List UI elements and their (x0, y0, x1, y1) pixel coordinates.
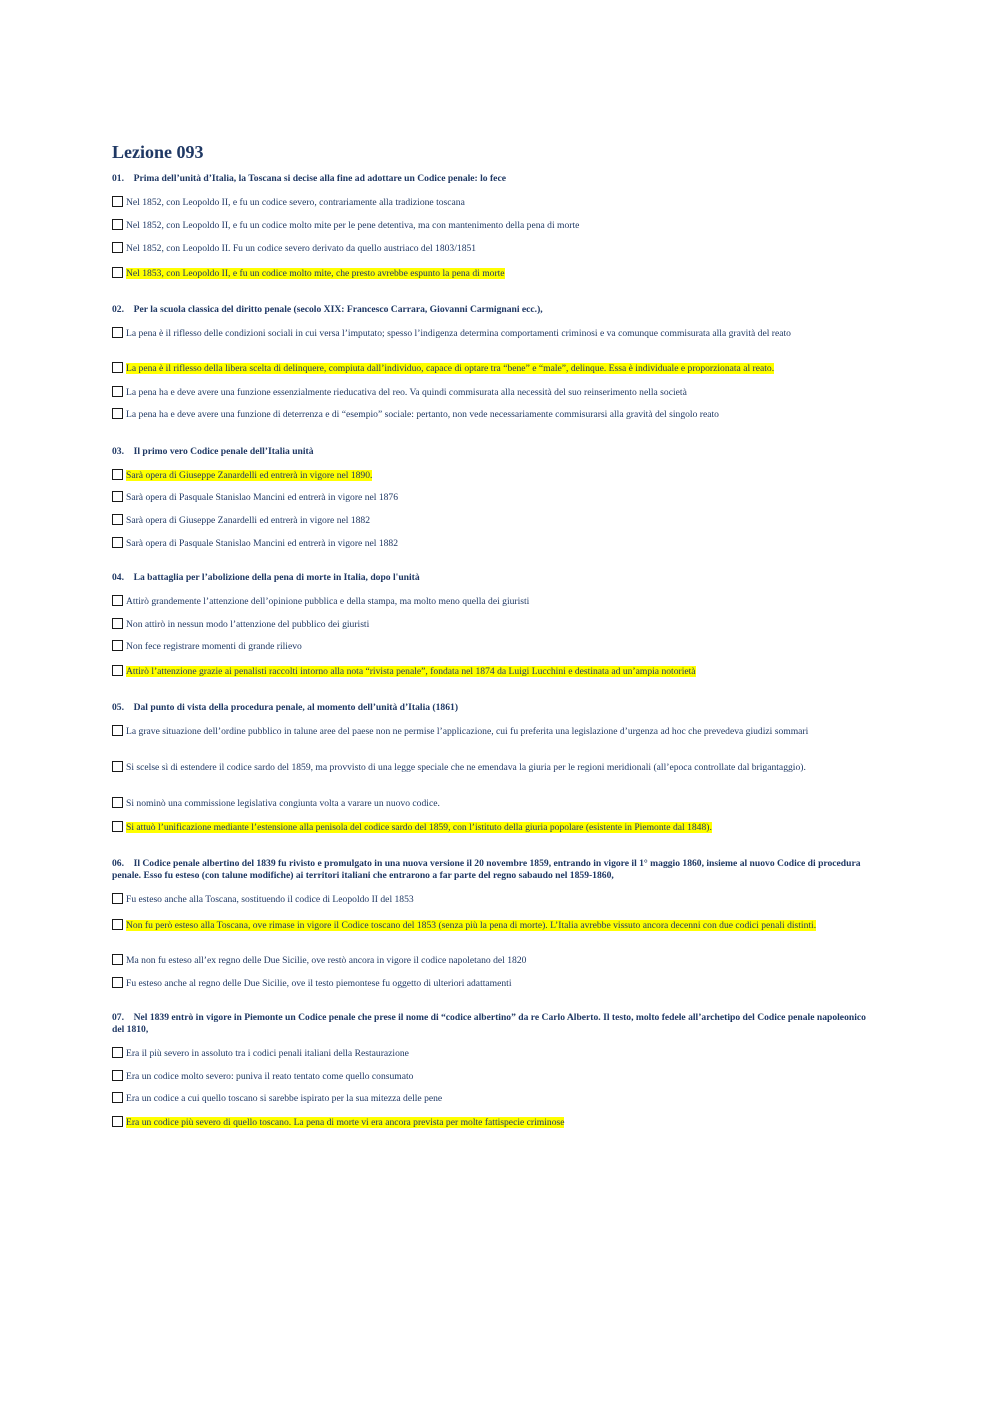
option-label: Si scelse sì di estendere il codice sardo del 1859, ma provvisto di una legge speciale che ne emendava la giuria per le regioni meridionali (all’epoca controllate dal brigantaggio). (126, 762, 806, 773)
question-02-option-4[interactable] (112, 408, 874, 421)
checkbox[interactable] (112, 1070, 123, 1081)
option-label: Nel 1852, con Leopoldo II. Fu un codice severo derivato da quello austriaco del 1803/1851 (126, 243, 477, 254)
checkbox[interactable] (112, 537, 123, 548)
option-label: Nel 1852, con Leopoldo II, e fu un codice molto mite per le pene detentiva, ma con mantenimento della pena di morte (126, 220, 580, 231)
question-06-option-2[interactable] (112, 919, 874, 932)
question-04-option-4[interactable] (112, 665, 874, 678)
question-04-text: 04. La battaglia per l’abolizione della pena di morte in Italia, dopo l'unità (112, 572, 420, 583)
question-03-option-3[interactable] (112, 514, 874, 527)
checkbox[interactable] (112, 919, 123, 930)
checkbox[interactable] (112, 665, 123, 676)
option-label: Si nominò una commissione legislativa congiunta volta a varare un nuovo codice. (126, 798, 440, 809)
option-label: La pena è il riflesso delle condizioni sociali in cui versa l’imputato; spesso l’indigenza determina comportamenti criminosi e va comunque commisurata alla gravità del reato (126, 328, 791, 339)
question-03-option-1[interactable] (112, 469, 874, 482)
checkbox[interactable] (112, 595, 123, 606)
option-label-highlighted: Si attuò l’unificazione mediante l’estensione alla penisola del codice sardo del 1859, con l’istituto della giuria popolare (esistente in Piemonte dal 1848). (126, 822, 712, 833)
question-07-option-4[interactable] (112, 1116, 874, 1129)
checkbox[interactable] (112, 386, 123, 397)
question-07-option-1[interactable] (112, 1047, 874, 1060)
option-label: Ma non fu esteso all’ex regno delle Due Sicilie, ove restò ancora in vigore il codice napoletano del 1820 (126, 955, 527, 966)
option-label: Attirò grandemente l’attenzione dell’opinione pubblica e della stampa, ma molto meno quella dei giuristi (126, 596, 530, 607)
question-06-option-1[interactable] (112, 893, 874, 906)
option-label: Sarà opera di Giuseppe Zanardelli ed entrerà in vigore nel 1882 (126, 515, 371, 526)
option-label: La grave situazione dell’ordine pubblico in talune aree del paese non ne permise l’applicazione, cui fu preferita una legislazione d’urgenza ad hoc che prevedeva giudizi sommari (126, 726, 809, 737)
option-label: Nel 1852, con Leopoldo II, e fu un codice severo, contrariamente alla tradizione toscana (126, 197, 465, 208)
option-label: Non fece registrare momenti di grande rilievo (126, 641, 302, 652)
question-05-option-1[interactable] (112, 725, 874, 738)
question-05-option-4[interactable] (112, 821, 874, 834)
checkbox[interactable] (112, 196, 123, 207)
question-03-option-4[interactable] (112, 537, 874, 550)
checkbox[interactable] (112, 1047, 123, 1058)
question-04-option-2[interactable] (112, 618, 874, 631)
checkbox[interactable] (112, 491, 123, 502)
question-02-option-2[interactable] (112, 362, 874, 375)
question-05-text: 05. Dal punto di vista della procedura penale, al momento dell’unità d’Italia (1861) (112, 702, 459, 713)
question-02-text: 02. Per la scuola classica del diritto penale (secolo XIX: Francesco Carrara, Giovanni Carmignani ecc.), (112, 304, 543, 315)
question-01-option-2[interactable] (112, 219, 874, 232)
question-06-text: 06. Il Codice penale albertino del 1839 fu rivisto e promulgato in una nuova versione il 20 novembre 1859, entrando in vigore il 1° maggio 1860, insieme al nuovo Codice di procedura penale. Esso fu esteso (con talune modifiche) ai territori italiani che entrarono a far parte del regno sabaudo nel 1859-1860, (112, 858, 861, 881)
question-01-option-3[interactable] (112, 242, 874, 255)
checkbox[interactable] (112, 640, 123, 651)
option-label-highlighted: Non fu però esteso alla Toscana, ove rimase in vigore il Codice toscano del 1853 (senza più la pena di morte). L’Italia avrebbe vissuto ancora decenni con due codici penali distinti. (126, 920, 817, 931)
question-03-option-2[interactable] (112, 491, 874, 504)
question-05-option-3[interactable] (112, 797, 874, 810)
option-label: Non attirò in nessun modo l’attenzione del pubblico dei giuristi (126, 619, 370, 630)
question-01-option-1[interactable] (112, 196, 874, 209)
checkbox[interactable] (112, 725, 123, 736)
option-label-highlighted: La pena è il riflesso della libera scelta di delinquere, compiuta dall’individuo, capace di optare tra “bene” e “male”, delinque. Essa è individuale e proporzionata al reato. (126, 363, 775, 374)
option-label-highlighted: Sarà opera di Giuseppe Zanardelli ed entrerà in vigore nel 1890. (126, 470, 373, 481)
question-07-option-3[interactable] (112, 1092, 874, 1105)
checkbox[interactable] (112, 1116, 123, 1127)
question-07-option-2[interactable] (112, 1070, 874, 1083)
checkbox[interactable] (112, 797, 123, 808)
option-label: Sarà opera di Pasquale Stanislao Mancini ed entrerà in vigore nel 1882 (126, 538, 399, 549)
question-04-option-1[interactable] (112, 595, 874, 608)
checkbox[interactable] (112, 893, 123, 904)
checkbox[interactable] (112, 267, 123, 278)
checkbox[interactable] (112, 219, 123, 230)
question-05-option-2[interactable] (112, 761, 874, 774)
option-label-highlighted: Nel 1853, con Leopoldo II, e fu un codice molto mite, che presto avrebbe espunto la pena di morte (126, 268, 505, 279)
option-label: Era il più severo in assoluto tra i codici penali italiani della Restaurazione (126, 1048, 409, 1059)
option-label-highlighted: Attirò l’attenzione grazie ai penalisti raccolti intorno alla nota “rivista penale”, fondata nel 1874 da Luigi Lucchini e destinata ad un’ampia notorietà (126, 666, 696, 677)
question-06-option-4[interactable] (112, 977, 874, 990)
option-label: Fu esteso anche al regno delle Due Sicilie, ove il testo piemontese fu oggetto di ulteriori adattamenti (126, 978, 512, 989)
checkbox[interactable] (112, 954, 123, 965)
option-label: Sarà opera di Pasquale Stanislao Mancini ed entrerà in vigore nel 1876 (126, 492, 399, 503)
option-label: La pena ha e deve avere una funzione di deterrenza e di “esempio” sociale: pertanto, non vede necessariamente commisurarsi alla gravità del singolo reato (126, 409, 719, 420)
question-01-option-4[interactable] (112, 267, 874, 280)
checkbox[interactable] (112, 327, 123, 338)
checkbox[interactable] (112, 618, 123, 629)
option-label: La pena ha e deve avere una funzione essenzialmente rieducativa del reo. Va quindi commisurata alla necessità del suo reinserimento nella società (126, 387, 687, 398)
question-02-option-3[interactable] (112, 386, 874, 399)
checkbox[interactable] (112, 821, 123, 832)
question-03-text: 03. Il primo vero Codice penale dell’Italia unità (112, 446, 314, 457)
option-label: Era un codice a cui quello toscano si sarebbe ispirato per la sua mitezza delle pene (126, 1093, 443, 1104)
checkbox[interactable] (112, 242, 123, 253)
checkbox[interactable] (112, 761, 123, 772)
question-02-option-1[interactable] (112, 327, 874, 340)
checkbox[interactable] (112, 469, 123, 480)
option-label-highlighted: Era un codice più severo di quello toscano. La pena di morte vi era ancora prevista per molte fattispecie criminose (126, 1117, 565, 1128)
question-01-text: 01. Prima dell’unità d’Italia, la Toscana si decise alla fine ad adottare un Codice penale: lo fece (112, 173, 506, 184)
question-07-text: 07. Nel 1839 entrò in vigore in Piemonte un Codice penale che prese il nome di “codice albertino” da re Carlo Alberto. Il testo, molto fedele all’archetipo del Codice penale napoleonico del 1810, (112, 1012, 866, 1035)
checkbox[interactable] (112, 514, 123, 525)
question-06-option-3[interactable] (112, 954, 874, 967)
question-04-option-3[interactable] (112, 640, 874, 653)
checkbox[interactable] (112, 977, 123, 988)
option-label: Era un codice molto severo: puniva il reato tentato come quello consumato (126, 1071, 414, 1082)
lesson-title: Lezione 093 (112, 142, 204, 162)
checkbox[interactable] (112, 408, 123, 419)
option-label: Fu esteso anche alla Toscana, sostituendo il codice di Leopoldo II del 1853 (126, 894, 414, 905)
checkbox[interactable] (112, 1092, 123, 1103)
checkbox[interactable] (112, 362, 123, 373)
